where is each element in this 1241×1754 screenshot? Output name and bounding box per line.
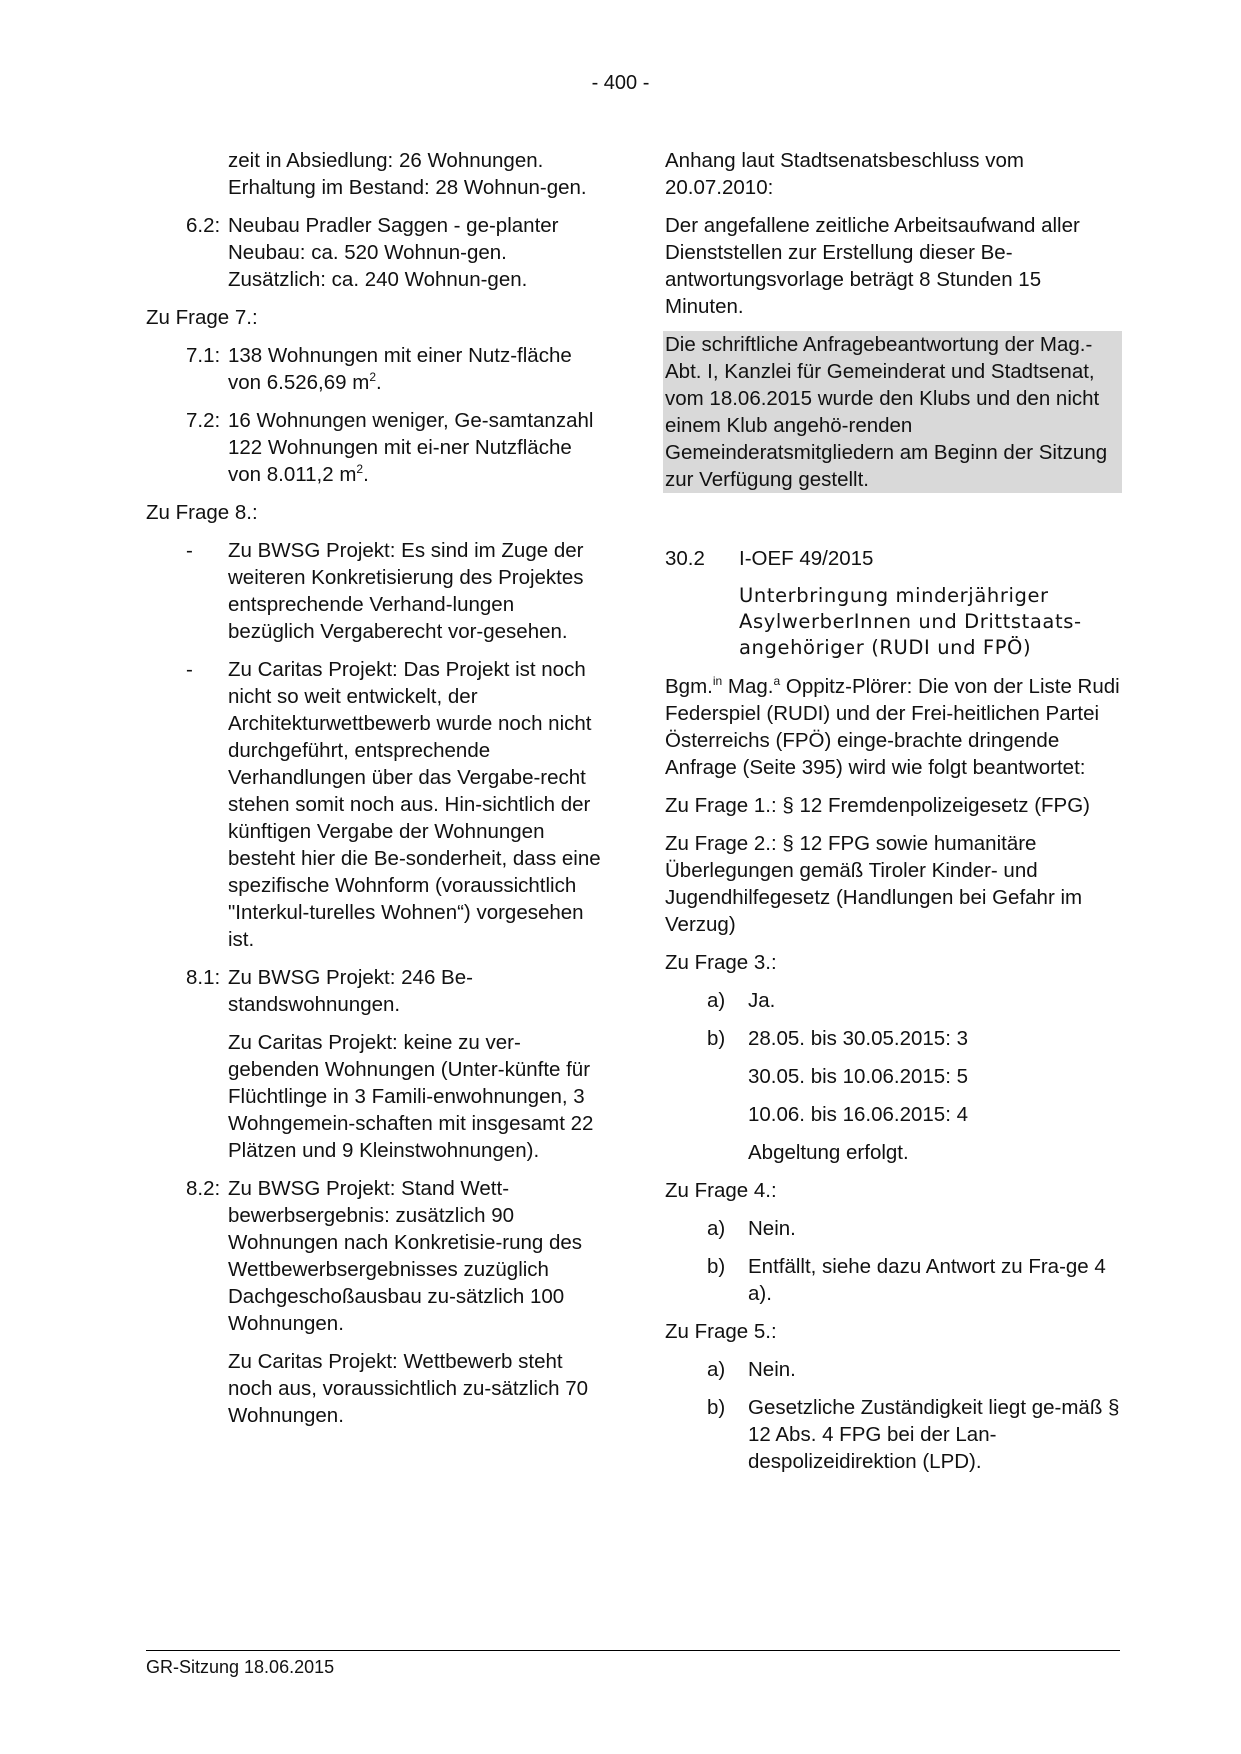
item-text: 16 Wohnungen weniger, Ge-samtanzahl 122 Wohnungen mit ei-ner Nutzfläche von 8.011,2 $m^2$. xyxy=(228,409,594,486)
question-heading: Zu Frage 8.: xyxy=(146,501,258,524)
paragraph: zeit in Absiedlung: 26 Wohnungen. Erhaltung im Bestand: 28 Wohnun-gen. xyxy=(228,149,587,199)
item-label: a) xyxy=(707,1358,726,1381)
list-item xyxy=(665,1253,1120,1307)
item-label: a) xyxy=(707,989,726,1012)
item-text: Nein. xyxy=(748,1217,796,1240)
answer-paragraph: Zu Frage 1.: § 12 Fremdenpolizeigesetz (FPG) xyxy=(665,794,1090,817)
left-column xyxy=(146,147,606,1440)
list-item xyxy=(665,1356,1120,1383)
item-text: Gesetzliche Zuständigkeit liegt ge-mäß § 12 Abs. 4 FPG bei der Lan-despolizeidirektion (LPD). xyxy=(748,1396,1120,1473)
item-label: a) xyxy=(707,1217,726,1240)
paragraph: Anhang laut Stadtsenatsbeschluss vom 20.07.2010: xyxy=(665,149,1024,199)
item-text: Nein. xyxy=(748,1358,796,1381)
list-item xyxy=(146,212,606,293)
item-continuation: 10.06. bis 16.06.2015: 4 xyxy=(748,1103,968,1126)
list-item xyxy=(665,1394,1120,1475)
item-label: 8.1: xyxy=(186,966,221,989)
list-item xyxy=(665,1215,1120,1242)
section-code: I-OEF 49/2015 xyxy=(739,547,874,570)
item-text: 28.05. bis 30.05.2015: 3 xyxy=(748,1027,968,1050)
item-label: 6.2: xyxy=(186,214,221,237)
list-item xyxy=(665,987,1120,1014)
section-title: Unterbringung minderjähriger AsylwerberInnen und Drittstaats-angehöriger (RUDI und FPÖ) xyxy=(739,584,1082,659)
list-item xyxy=(146,656,606,953)
item-text: Zu BWSG Projekt: 246 Be-standswohnungen. xyxy=(228,966,473,1016)
dash-bullet: - xyxy=(186,658,193,681)
right-column xyxy=(665,147,1120,1486)
dash-bullet: - xyxy=(186,539,193,562)
footer: GR-Sitzung 18.06.2015 xyxy=(146,1657,335,1677)
question-heading: Zu Frage 4.: xyxy=(665,1179,777,1202)
question-heading: Zu Frage 5.: xyxy=(665,1320,777,1343)
paragraph: Zu Caritas Projekt: keine zu ver-gebenden Wohnungen (Unter-künfte für Flüchtlinge in 3 Famili-enwohnungen, 3 Wohngemein-schaften mit insgesamt 22 Plätzen und 9 Kleinstwohnungen). xyxy=(228,1031,594,1162)
section-header xyxy=(665,545,1120,572)
item-text: 138 Wohnungen mit einer Nutz-fläche von 6.526,69 $m^2$. xyxy=(228,344,572,394)
paragraph: Der angefallene zeitliche Arbeitsaufwand aller Dienststellen zur Erstellung dieser Be-antwortungsvorlage beträgt 8 Stunden 15 Minuten. xyxy=(665,214,1080,318)
item-label: b) xyxy=(707,1255,726,1278)
item-label: 7.1: xyxy=(186,344,221,367)
paragraph: Bgm.$^{in}$ Mag.$^a$ Oppitz-Plörer: Die von der Liste Rudi Federspiel (RUDI) und der Frei-heitlichen Partei Österreichs (FPÖ) einge-brachte dringende Anfrage (Seite 395) wird wie folgt beantwortet: xyxy=(665,674,1120,779)
page-number: - 400 - xyxy=(591,72,650,94)
list-item xyxy=(146,537,606,645)
list-item xyxy=(146,964,606,1018)
item-label: b) xyxy=(707,1027,726,1050)
item-text: Neubau Pradler Saggen - ge-planter Neubau: ca. 520 Wohnun-gen. Zusätzlich: ca. 240 Wohnun-gen. xyxy=(228,214,559,291)
item-label: 7.2: xyxy=(186,409,221,432)
item-continuation: 30.05. bis 10.06.2015: 5 xyxy=(748,1065,968,1088)
paragraph: Zu Caritas Projekt: Wettbewerb steht noch aus, voraussichtlich zu-sätzlich 70 Wohnungen. xyxy=(228,1350,589,1427)
item-text: Zu Caritas Projekt: Das Projekt ist noch nicht so weit entwickelt, der Architekturwettbewerb wurde noch nicht durchgeführt, entsprechende Verhandlungen über das Vergabe-recht stehen somit noch aus. Hin-sichtlich der künftigen Vergabe der Wohnungen besteht hier die Be-sonderheit, dass eine spezifische Wohnform (voraussichtlich "Interkul-turelles Wohnen“) vorgesehen ist. xyxy=(228,658,601,951)
item-label: 8.2: xyxy=(186,1177,221,1200)
item-text: Ja. xyxy=(748,989,776,1012)
item-label: b) xyxy=(707,1396,726,1419)
item-text: Entfällt, siehe dazu Antwort zu Fra-ge 4 a). xyxy=(748,1255,1106,1305)
item-text: Zu BWSG Projekt: Stand Wett-bewerbsergebnis: zusätzlich 90 Wohnungen nach Konkretisie-rung des Wettbewerbsergebnisses zuzüglich Dachgeschoßausbau zu-sätzlich 100 Wohnungen. xyxy=(228,1177,583,1335)
question-heading: Zu Frage 3.: xyxy=(665,951,777,974)
item-continuation: Abgeltung erfolgt. xyxy=(748,1141,909,1164)
list-item xyxy=(665,1025,1120,1052)
section-number: 30.2 xyxy=(665,547,705,570)
footer-divider xyxy=(146,1650,1120,1651)
highlighted-notice: Die schriftliche Anfragebeantwortung der Mag.-Abt. I, Kanzlei für Gemeinderat und Stadtsenat, vom 18.06.2015 wurde den Klubs und den nicht einem Klub angehö-renden Gemeinderatsmitgliedern am Beginn der Sitzung zur Verfügung gestellt. xyxy=(663,331,1122,493)
list-item xyxy=(146,342,606,396)
list-item xyxy=(146,407,606,488)
question-heading: Zu Frage 7.: xyxy=(146,306,258,329)
item-text: Zu BWSG Projekt: Es sind im Zuge der weiteren Konkretisierung des Projektes entsprechende Verhand-lungen bezüglich Vergaberecht vor-gesehen. xyxy=(228,539,584,643)
answer-paragraph: Zu Frage 2.: § 12 FPG sowie humanitäre Überlegungen gemäß Tiroler Kinder- und Jugendhilfegesetz (Handlungen bei Gefahr im Verzug) xyxy=(665,832,1083,936)
list-item xyxy=(146,1175,606,1337)
